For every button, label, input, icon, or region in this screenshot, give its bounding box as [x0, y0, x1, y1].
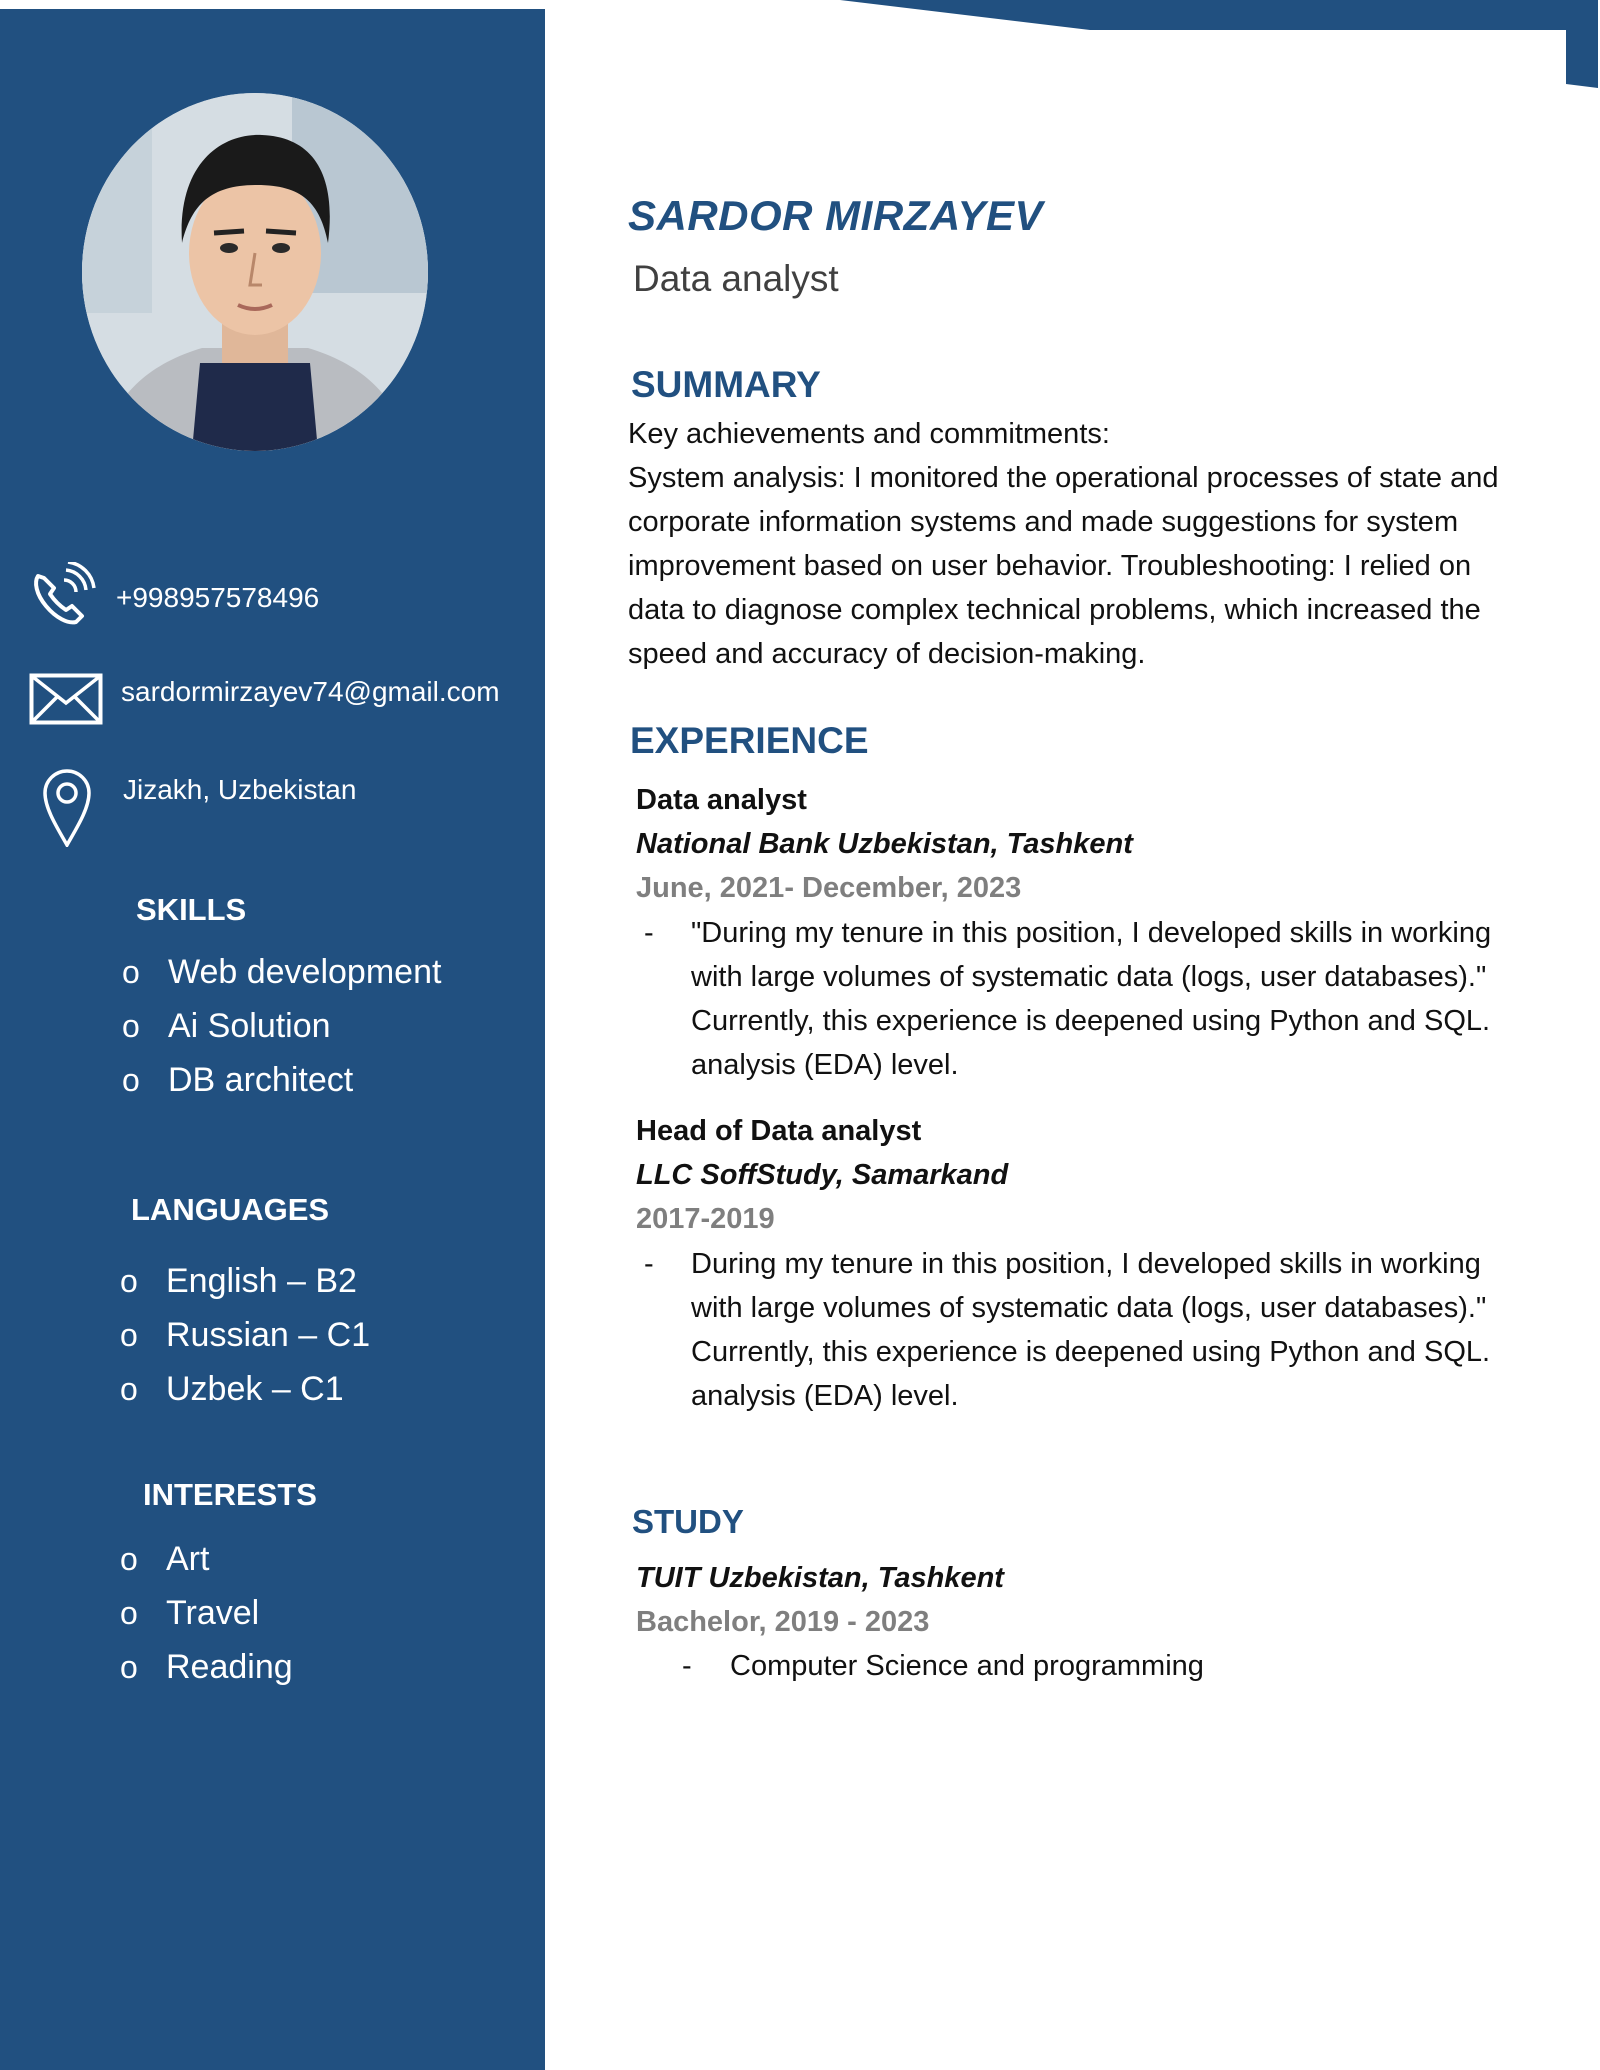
list-item: o Reading — [120, 1648, 293, 1686]
phone-number[interactable]: +998957578496 — [116, 582, 320, 613]
location-text: Jizakh, Uzbekistan — [123, 774, 357, 805]
summary-text: Key achievements and commitments: System analysis: I monitored the operational processes of state and corporate information systems and made suggestions for system improvement based on user behavior. Troubleshooting: I relied on data to diagnose complex technical problems, which increased the speed and accuracy of decision-making. — [628, 418, 1499, 670]
location-pin-icon — [42, 767, 92, 847]
list-item: o Ai Solution — [122, 1007, 331, 1045]
list-item: o Travel — [120, 1594, 260, 1632]
interests-list — [120, 1532, 293, 1694]
list-item: o Art — [120, 1540, 210, 1578]
job-company: LLC SoffStudy, Samarkand — [636, 1159, 1009, 1191]
candidate-name: SARDOR MIRZAYEV — [628, 192, 1044, 239]
bullet-dash: - — [644, 1248, 654, 1280]
bullet-dash: - — [644, 917, 654, 949]
skills-heading: SKILLS — [136, 892, 247, 927]
bullet-dash: - — [682, 1650, 692, 1682]
list-item: o English – B2 — [120, 1262, 357, 1300]
job-title: Head of Data analyst — [636, 1115, 922, 1147]
job-company: National Bank Uzbekistan, Tashkent — [636, 828, 1133, 860]
profile-photo — [82, 93, 428, 451]
study-school: TUIT Uzbekistan, Tashkent — [636, 1562, 1004, 1594]
email-address[interactable]: sardormirzayev74@gmail.com — [121, 676, 500, 707]
job-description: "During my tenure in this position, I developed skills in working with large volumes of systematic data (logs, user databases)." Currently, this experience is deepened using Python and SQL. analysis (EDA) level. — [691, 917, 1492, 1081]
skills-list — [122, 945, 441, 1107]
job-title: Data analyst — [636, 784, 807, 816]
languages-heading: LANGUAGES — [131, 1192, 330, 1227]
phone-icon — [28, 562, 96, 630]
job-description: During my tenure in this position, I developed skills in working with large volumes of systematic data (logs, user databases)." Currently, this experience is deepened using Python and SQL. analysis (EDA) level. — [691, 1248, 1491, 1412]
job-dates: June, 2021- December, 2023 — [636, 872, 1022, 904]
interests-heading: INTERESTS — [143, 1477, 317, 1512]
list-item: o DB architect — [122, 1061, 354, 1099]
candidate-role: Data analyst — [633, 258, 839, 299]
list-item: o Uzbek – C1 — [120, 1370, 344, 1408]
study-heading: STUDY — [632, 1503, 744, 1540]
study-degree: Bachelor, 2019 - 2023 — [636, 1606, 930, 1638]
list-item: o Russian – C1 — [120, 1316, 371, 1354]
mail-icon — [29, 673, 103, 725]
summary-heading: SUMMARY — [631, 364, 821, 405]
study-item: Computer Science and programming — [730, 1650, 1204, 1682]
languages-list — [120, 1254, 370, 1416]
sidebar — [0, 9, 545, 2070]
list-item: o Web development — [122, 953, 442, 991]
experience-heading: EXPERIENCE — [630, 720, 869, 761]
job-dates: 2017-2019 — [636, 1203, 775, 1235]
